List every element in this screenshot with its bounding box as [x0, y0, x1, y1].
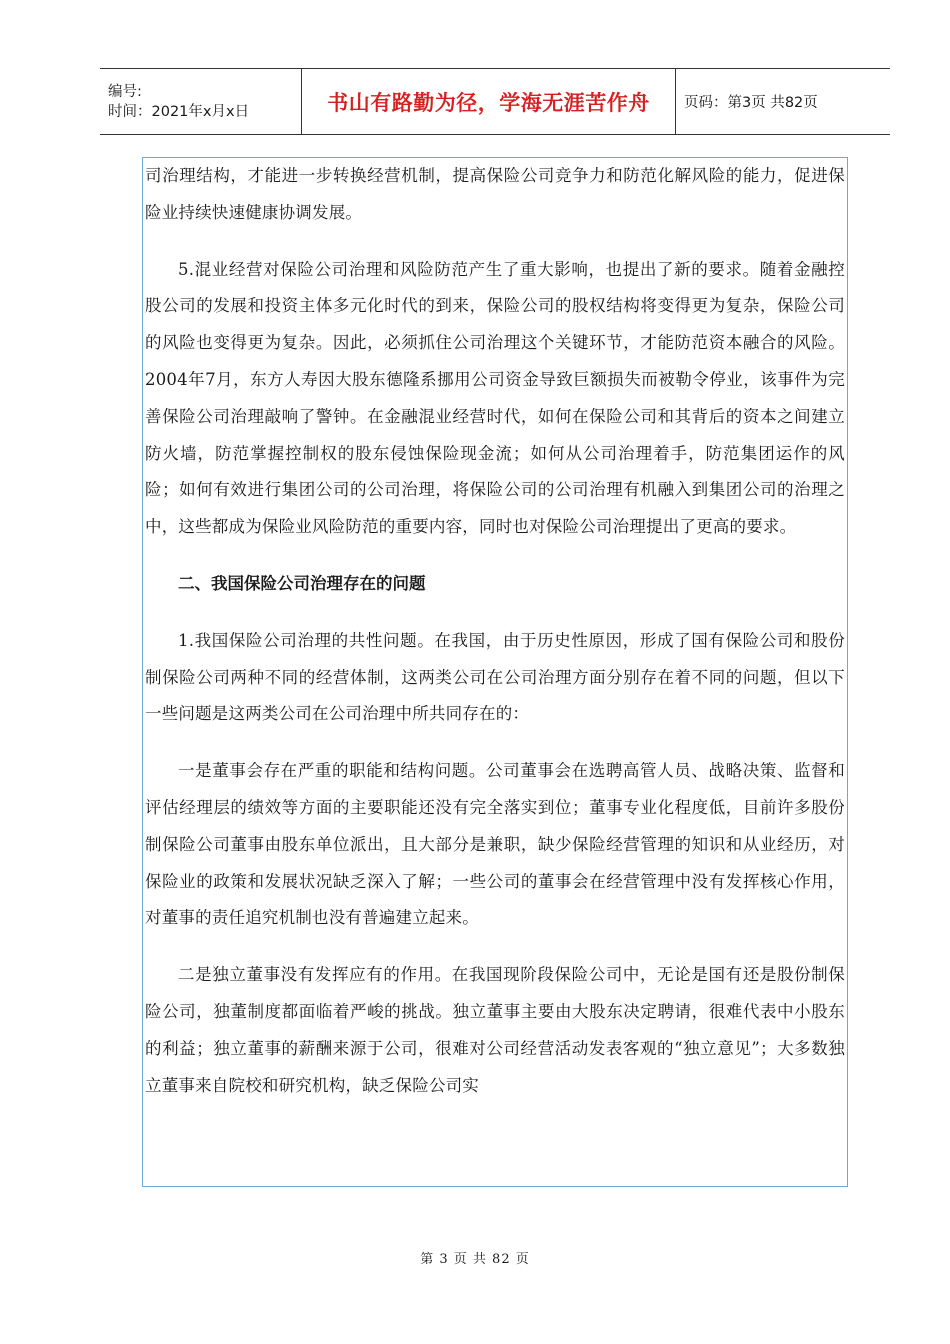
content-frame	[142, 157, 848, 1187]
section-heading: 二、我国保险公司治理存在的问题	[178, 573, 426, 593]
number-label: 编号:	[108, 83, 142, 100]
page-header	[100, 68, 890, 135]
paragraph: 1.我国保险公司治理的共性问题。在我国，由于历史性原因，形成了国有保险公司和股份制保险公司两种不同的经营体制，这两类公司在公司治理方面分别存在着不同的问题，但以下一些问题是这两类公司在公司治理中所共同存在的：	[145, 630, 845, 724]
paragraph: 一是董事会存在严重的职能和结构问题。公司董事会在选聘高管人员、战略决策、监督和评估经理层的绩效等方面的主要职能还没有完全落实到位；董事专业化程度低，目前许多股份制保险公司董事由股东单位派出，且大部分是兼职，缺少保险经营管理的知识和从业经历，对保险业的政策和发展状况缺乏深入了解；一些公司的董事会在经营管理中没有发挥核心作用，对董事的责任追究机制也没有普遍建立起来。	[145, 761, 845, 928]
page-footer: 第 3 页 共 82 页	[420, 1252, 530, 1267]
paragraph: 二是独立董事没有发挥应有的作用。在我国现阶段保险公司中，无论是国有还是股份制保险公司，独董制度都面临着严峻的挑战。独立董事主要由大股东决定聘请，很难代表中小股东的利益；独立董事的薪酬来源于公司，很难对公司经营活动发表客观的“独立意见”；大多数独立董事来自院校和研究机构，缺乏保险公司实	[145, 965, 845, 1095]
time-label: 时间：2021年x月x日	[108, 103, 250, 120]
paragraph: 5.混业经营对保险公司治理和风险防范产生了重大影响，也提出了新的要求。随着金融控股公司的发展和投资主体多元化时代的到来，保险公司的股权结构将变得更为复杂，保险公司的风险也变得更为复杂。因此，必须抓住公司治理这个关键环节，才能防范资本融合的风险。2004年7月，东方人寿因大股东德隆系挪用公司资金导致巨额损失而被勒令停业，该事件为完善保险公司治理敲响了警钟。在金融混业经营时代，如何在保险公司和其背后的资本之间建立防火墙，防范掌握控制权的股东侵蚀保险现金流；如何从公司治理着手，防范集团运作的风险；如何有效进行集团公司的公司治理，将保险公司的公司治理有机融入到集团公司的治理之中，这些都成为保险业风险防范的重要内容，同时也对保险公司治理提出了更高的要求。	[145, 259, 845, 537]
paragraph: 司治理结构，才能进一步转换经营机制，提高保险公司竞争力和防范化解风险的能力，促进保险业持续快速健康协调发展。	[145, 166, 845, 222]
header-meta	[100, 69, 302, 134]
document-body	[143, 158, 847, 1104]
header-motto: 书山有路勤为径，学海无涯苦作舟	[302, 69, 676, 134]
header-page-label: 页码：第3页 共82页	[684, 95, 818, 111]
